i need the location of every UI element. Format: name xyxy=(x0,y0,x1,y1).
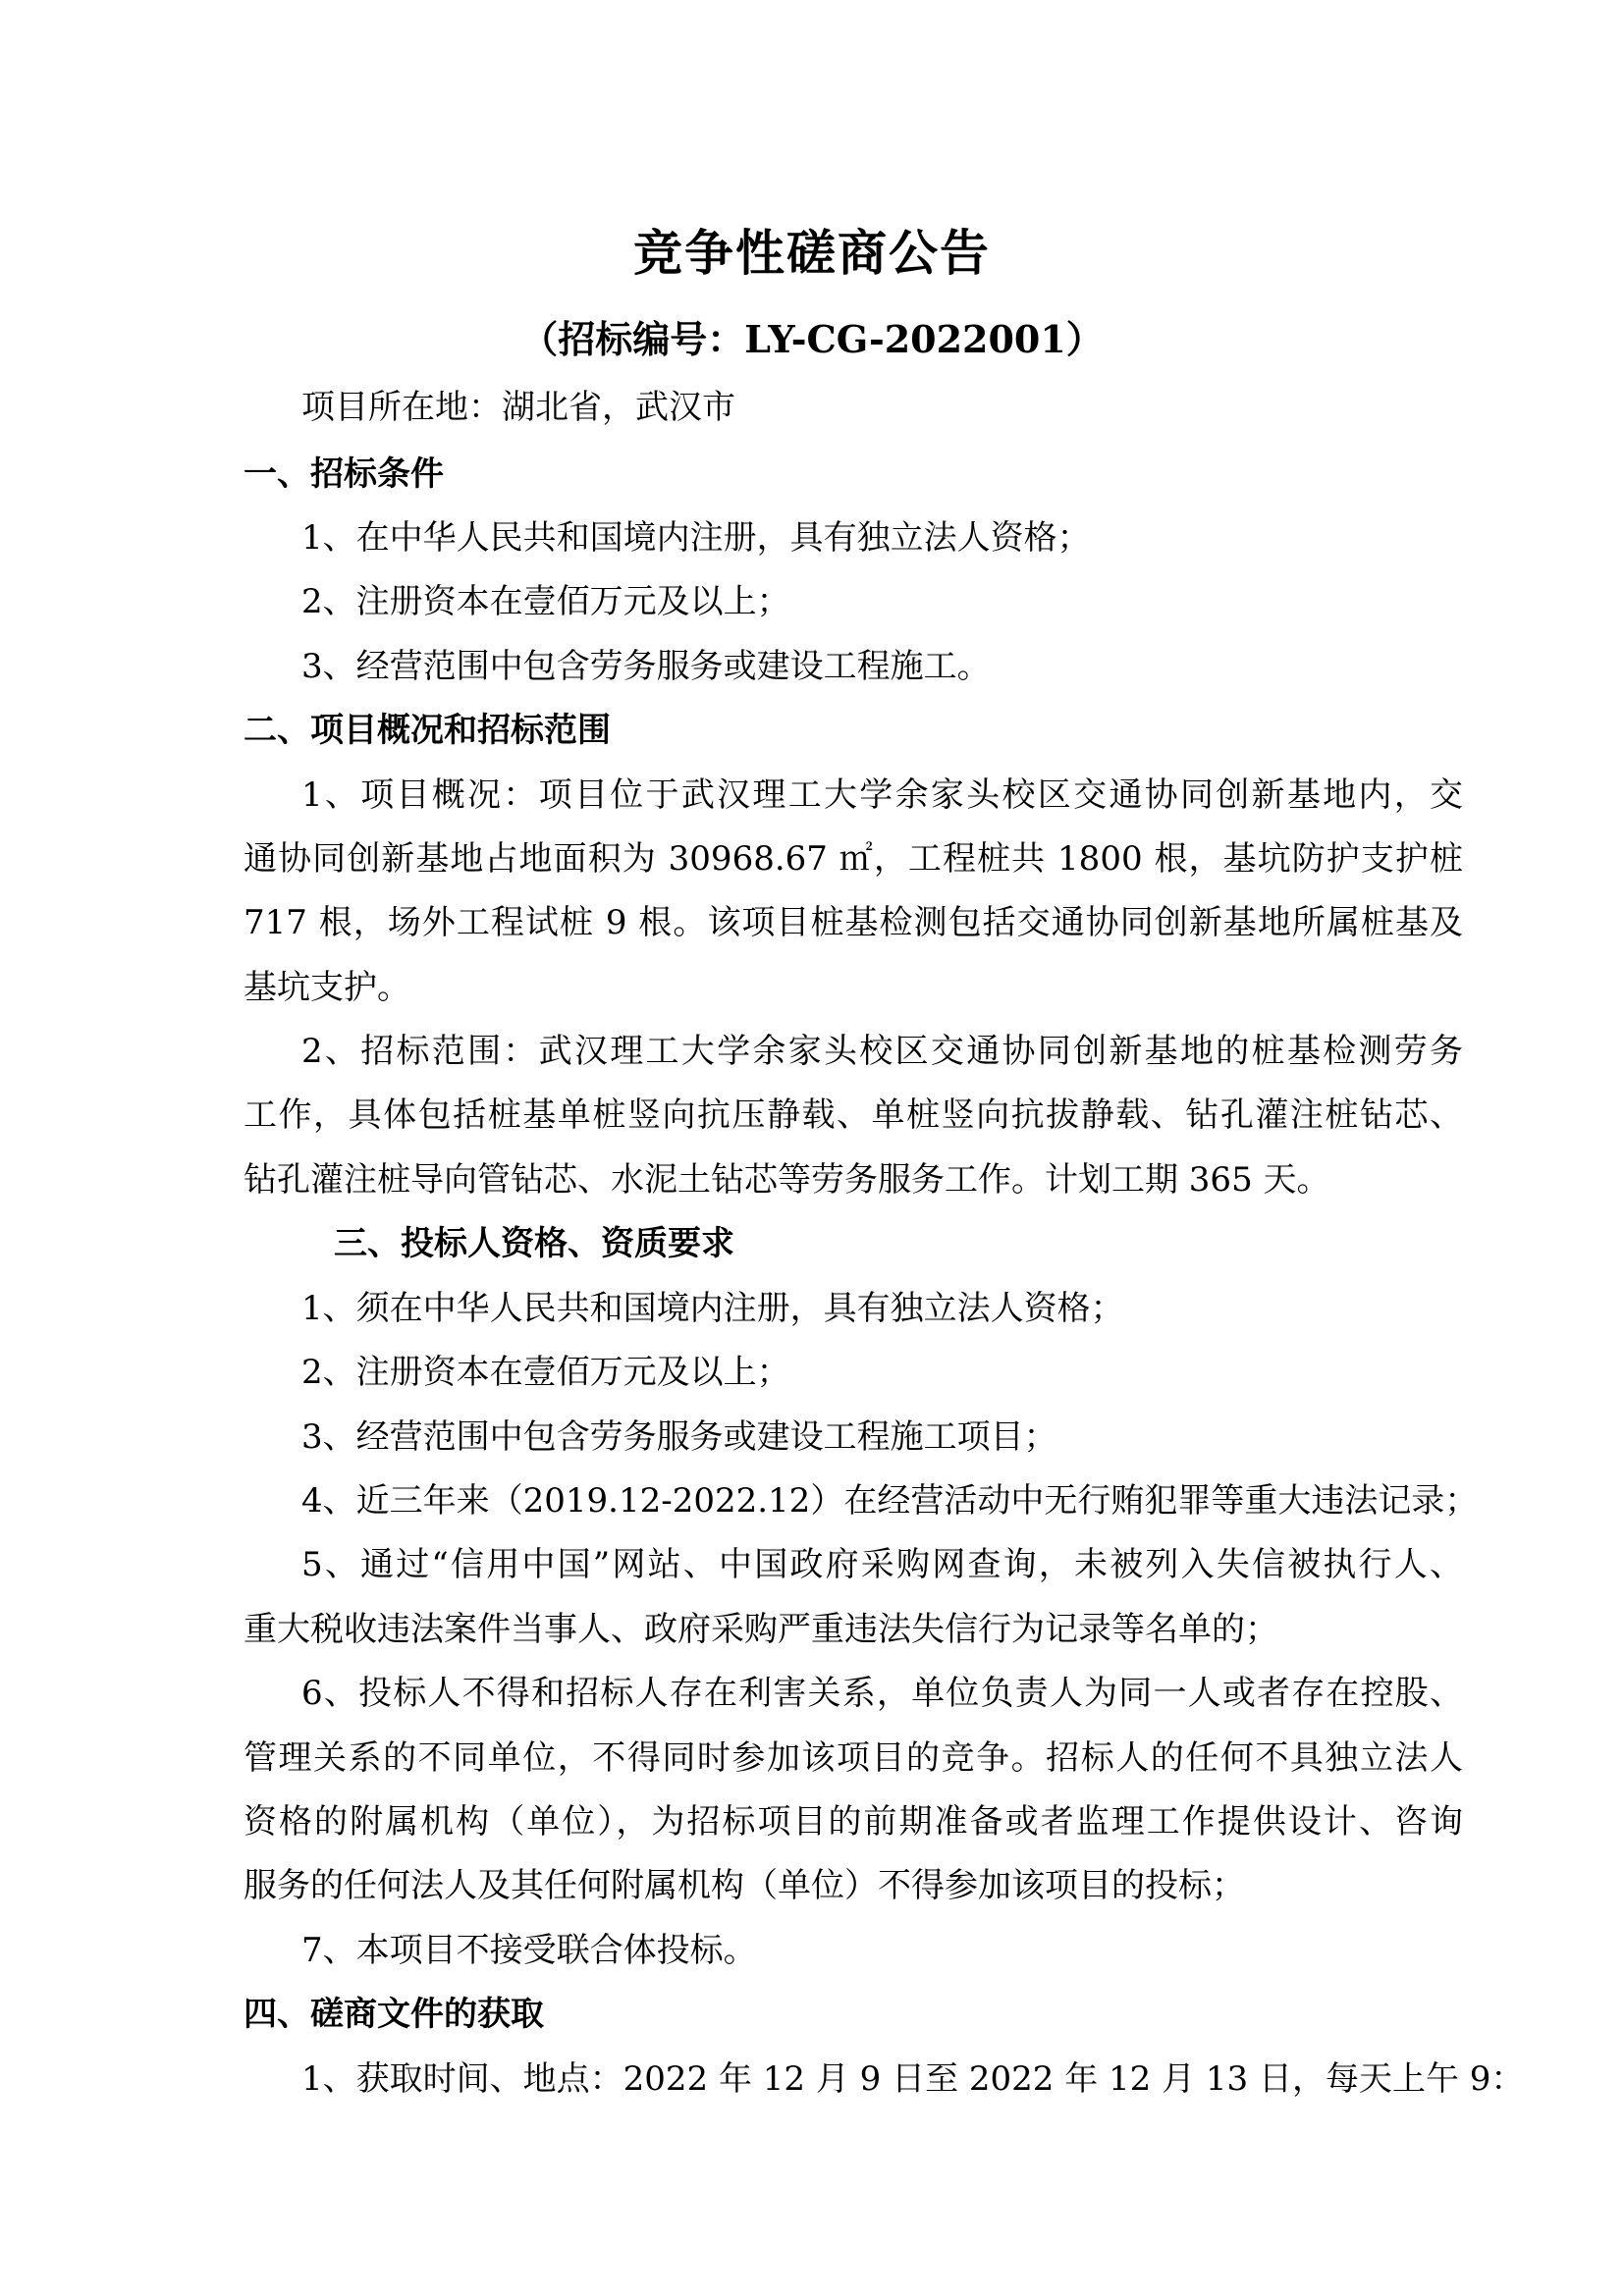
section-3-item-6-line-1: 6、投标人不得和招标人存在利害关系，单位负责人为同一人或者存在控股、 xyxy=(301,1674,1463,1713)
section-2-item-1-line-1: 1、项目概况：项目位于武汉理工大学余家头校区交通协同创新基地内，交 xyxy=(301,775,1463,815)
section-3-item-5-line-2: 重大税收违法案件当事人、政府采购严重违法失信行为记录等名单的； xyxy=(244,1610,1278,1649)
section-1-item-1: 1、在中华人民共和国境内注册，具有独立法人资格； xyxy=(301,518,1091,558)
section-2-item-2-line-1: 2、招标范围：武汉理工大学余家头校区交通协同创新基地的桩基检测劳务 xyxy=(301,1032,1463,1071)
section-3-item-6-line-4: 服务的任何法人及其任何附属机构（单位）不得参加该项目的投标； xyxy=(244,1866,1245,1905)
section-2-item-2-line-2: 工作，具体包括桩基单桩竖向抗压静载、单桩竖向抗拔静载、钻孔灌注桩钻芯、 xyxy=(244,1095,1463,1135)
section-4-heading: 四、磋商文件的获取 xyxy=(244,1995,544,2034)
section-3-heading: 三、投标人资格、资质要求 xyxy=(334,1224,734,1263)
section-3-item-2: 2、注册资本在壹佰万元及以上； xyxy=(301,1353,790,1392)
tender-number-line: （招标编号：LY-CG-2022001） xyxy=(520,317,1104,361)
section-2-heading: 二、项目概况和招标范围 xyxy=(244,711,611,750)
section-3-item-6-line-3: 资格的附属机构（单位），为招标项目的前期准备或者监理工作提供设计、咨询 xyxy=(244,1802,1463,1842)
section-1-item-2: 2、注册资本在壹佰万元及以上； xyxy=(301,582,790,621)
page-title: 竞争性磋商公告 xyxy=(633,224,991,282)
section-3-item-3: 3、经营范围中包含劳务服务或建设工程施工项目； xyxy=(301,1417,1057,1457)
section-2-item-1-line-3: 717 根，场外工程试桩 9 根。该项目桩基检测包括交通协同创新基地所属桩基及 xyxy=(244,903,1463,942)
section-1-heading: 一、招标条件 xyxy=(244,454,444,494)
section-3-item-7: 7、本项目不接受联合体投标。 xyxy=(301,1931,757,1970)
section-2-item-1-line-4: 基坑支护。 xyxy=(244,968,410,1007)
section-3-item-1: 1、须在中华人民共和国境内注册，具有独立法人资格； xyxy=(301,1289,1124,1328)
section-3-item-4: 4、近三年来（2019.12-2022.12）在经营活动中无行贿犯罪等重大违法记录； xyxy=(301,1481,1479,1521)
section-2-item-2-line-3: 钻孔灌注桩导向管钻芯、水泥土钻芯等劳务服务工作。计划工期 365 天。 xyxy=(244,1160,1330,1200)
section-2-item-1-line-2: 通协同创新基地占地面积为 30968.67 ㎡，工程桩共 1800 根，基坑防护支护桩 xyxy=(244,839,1463,879)
project-location-line: 项目所在地：湖北省，武汉市 xyxy=(301,388,735,427)
section-1-item-3: 3、经营范围中包含劳务服务或建设工程施工。 xyxy=(301,647,991,686)
section-4-item-1-line-1: 1、获取时间、地点：2022 年 12 月 9 日至 2022 年 12 月 13 日，每天上午 9： xyxy=(301,2059,1525,2099)
section-3-item-6-line-2: 管理关系的不同单位，不得同时参加该项目的竞争。招标人的任何不具独立法人 xyxy=(244,1738,1463,1778)
section-3-item-5-line-1: 5、通过“信用中国”网站、中国政府采购网查询，未被列入失信被执行人、 xyxy=(301,1545,1463,1584)
